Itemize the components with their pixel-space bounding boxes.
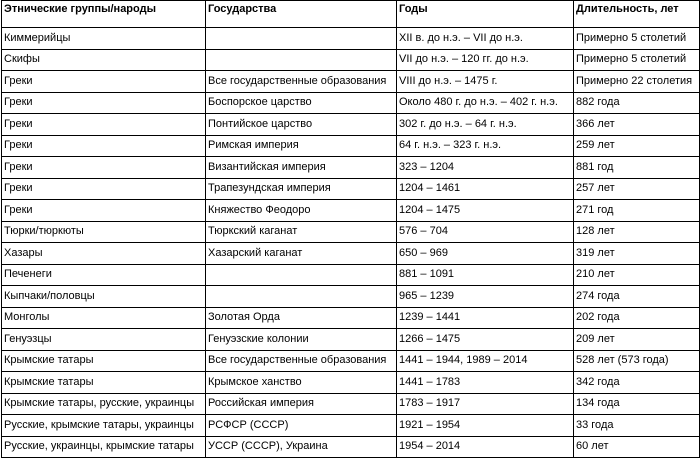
cell-years: 1921 – 1954: [397, 415, 574, 437]
table-row: [2, 114, 700, 136]
cell-ethnic-group: Греки: [2, 71, 206, 93]
table-row: [2, 264, 700, 286]
cell-state: [206, 28, 397, 50]
cell-state: Хазарский каганат: [206, 243, 397, 265]
cell-state: Генуэзские колонии: [206, 329, 397, 351]
cell-state: Княжество Феодоро: [206, 200, 397, 222]
table-row: [2, 135, 700, 157]
cell-ethnic-group: Хазары: [2, 243, 206, 265]
table-row: [2, 28, 700, 50]
table-row: [2, 307, 700, 329]
cell-duration: 33 года: [574, 415, 700, 437]
cell-duration: 342 года: [574, 372, 700, 394]
cell-state: [206, 264, 397, 286]
cell-state: [206, 49, 397, 71]
cell-state: РСФСР (СССР): [206, 415, 397, 437]
table-row: [2, 92, 700, 114]
header-row: [2, 1, 700, 28]
cell-duration: 60 лет: [574, 436, 700, 458]
table-row: [2, 157, 700, 179]
cell-years: 881 – 1091: [397, 264, 574, 286]
cell-years: 1441 – 1783: [397, 372, 574, 394]
cell-state: Все государственные образования: [206, 71, 397, 93]
cell-ethnic-group: Кыпчаки/половцы: [2, 286, 206, 308]
cell-years: 1204 – 1461: [397, 178, 574, 200]
cell-ethnic-group: Русские, крымские татары, украинцы: [2, 415, 206, 437]
table-row: [2, 49, 700, 71]
cell-duration: 882 года: [574, 92, 700, 114]
cell-duration: 259 лет: [574, 135, 700, 157]
cell-duration: 271 год: [574, 200, 700, 222]
cell-ethnic-group: Греки: [2, 178, 206, 200]
header-states: Государства: [206, 1, 397, 28]
cell-years: 965 – 1239: [397, 286, 574, 308]
cell-years: VII до н.э. – 120 гг. до н.э.: [397, 49, 574, 71]
table-row: [2, 329, 700, 351]
cell-duration: 528 лет (573 года): [574, 350, 700, 372]
cell-years: Около 480 г. до н.э. – 402 г. н.э.: [397, 92, 574, 114]
header-ethnic-groups: Этнические группы/народы: [2, 1, 206, 28]
table-row: [2, 221, 700, 243]
cell-ethnic-group: Греки: [2, 200, 206, 222]
cell-years: VIII до н.э. – 1475 г.: [397, 71, 574, 93]
cell-years: 1204 – 1475: [397, 200, 574, 222]
cell-ethnic-group: Генуэзцы: [2, 329, 206, 351]
cell-years: 1266 – 1475: [397, 329, 574, 351]
header-years: Годы: [397, 1, 574, 28]
cell-duration: 134 года: [574, 393, 700, 415]
cell-duration: 881 год: [574, 157, 700, 179]
cell-ethnic-group: Крымские татары: [2, 372, 206, 394]
cell-duration: 366 лет: [574, 114, 700, 136]
cell-duration: Примерно 22 столетия: [574, 71, 700, 93]
cell-ethnic-group: Греки: [2, 157, 206, 179]
table-body: [2, 28, 700, 458]
cell-duration: 202 года: [574, 307, 700, 329]
cell-duration: Примерно 5 столетий: [574, 28, 700, 50]
cell-duration: 257 лет: [574, 178, 700, 200]
cell-state: Трапезундская империя: [206, 178, 397, 200]
cell-ethnic-group: Греки: [2, 92, 206, 114]
cell-ethnic-group: Крымские татары: [2, 350, 206, 372]
cell-state: Российская империя: [206, 393, 397, 415]
header-duration: Длительность, лет: [574, 1, 700, 28]
cell-years: 302 г. до н.э. – 64 г. н.э.: [397, 114, 574, 136]
cell-ethnic-group: Крымские татары, русские, украинцы: [2, 393, 206, 415]
cell-state: Византийская империя: [206, 157, 397, 179]
table-row: [2, 436, 700, 458]
cell-years: 1239 – 1441: [397, 307, 574, 329]
cell-state: Все государственные образования: [206, 350, 397, 372]
cell-duration: 209 лет: [574, 329, 700, 351]
table-row: [2, 178, 700, 200]
cell-years: 1783 – 1917: [397, 393, 574, 415]
table-row: [2, 372, 700, 394]
cell-state: Золотая Орда: [206, 307, 397, 329]
table-row: [2, 415, 700, 437]
cell-years: XII в. до н.э. – VII до н.э.: [397, 28, 574, 50]
cell-state: Римская империя: [206, 135, 397, 157]
cell-state: Тюркский каганат: [206, 221, 397, 243]
cell-ethnic-group: Монголы: [2, 307, 206, 329]
table-row: [2, 243, 700, 265]
cell-years: 650 – 969: [397, 243, 574, 265]
cell-duration: 274 года: [574, 286, 700, 308]
cell-state: [206, 286, 397, 308]
cell-ethnic-group: Скифы: [2, 49, 206, 71]
cell-duration: 319 лет: [574, 243, 700, 265]
cell-years: 64 г. н.э. – 323 г. н.э.: [397, 135, 574, 157]
history-table: [1, 0, 700, 458]
cell-ethnic-group: Тюрки/тюркюты: [2, 221, 206, 243]
cell-ethnic-group: Греки: [2, 114, 206, 136]
cell-duration: Примерно 5 столетий: [574, 49, 700, 71]
cell-ethnic-group: Печенеги: [2, 264, 206, 286]
table-row: [2, 393, 700, 415]
table-row: [2, 350, 700, 372]
cell-state: Понтийское царство: [206, 114, 397, 136]
table-row: [2, 200, 700, 222]
cell-years: 576 – 704: [397, 221, 574, 243]
cell-state: Крымское ханство: [206, 372, 397, 394]
table-row: [2, 71, 700, 93]
cell-state: Боспорское царство: [206, 92, 397, 114]
cell-years: 1954 – 2014: [397, 436, 574, 458]
cell-state: УССР (СССР), Украина: [206, 436, 397, 458]
table-row: [2, 286, 700, 308]
cell-ethnic-group: Греки: [2, 135, 206, 157]
cell-ethnic-group: Киммерийцы: [2, 28, 206, 50]
cell-duration: 128 лет: [574, 221, 700, 243]
cell-years: 323 – 1204: [397, 157, 574, 179]
cell-duration: 210 лет: [574, 264, 700, 286]
cell-years: 1441 – 1944, 1989 – 2014: [397, 350, 574, 372]
cell-ethnic-group: Русские, украинцы, крымские татары: [2, 436, 206, 458]
